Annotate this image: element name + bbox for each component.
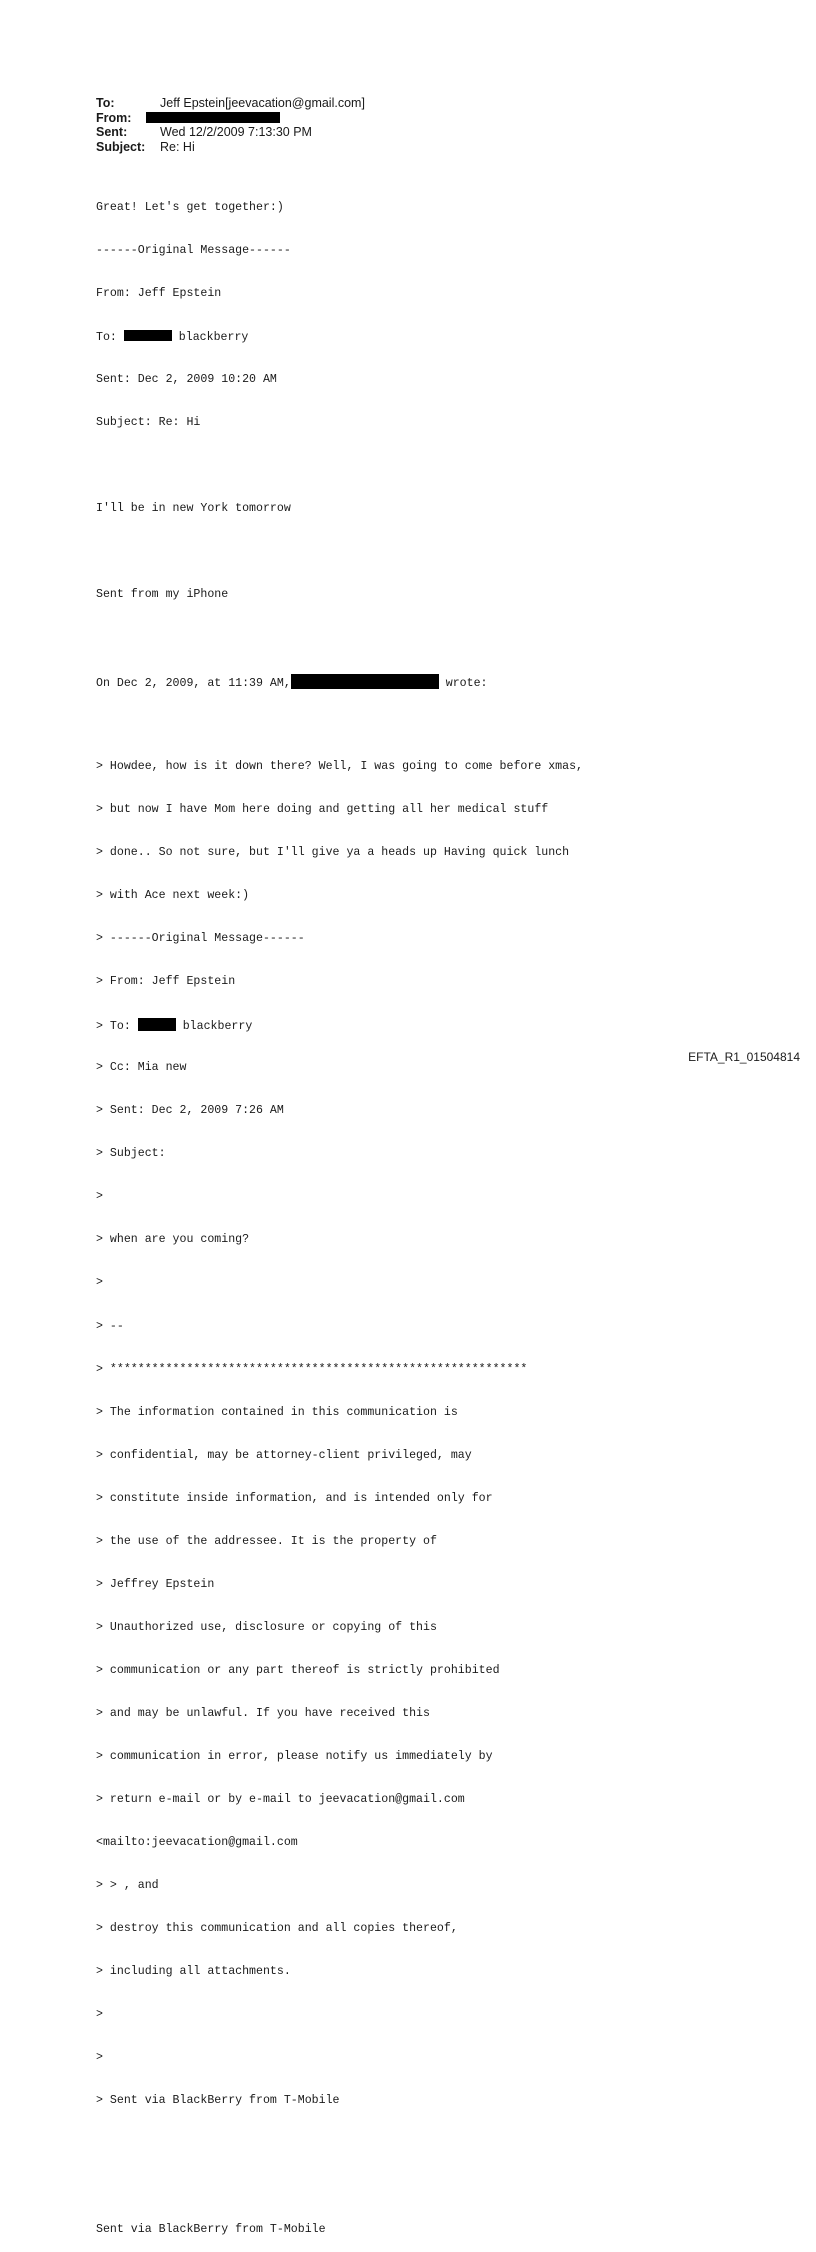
sent-label: Sent: [96, 125, 128, 139]
on-date-wrote-line [96, 674, 583, 691]
quoted-line: > Cc: Mia new [96, 1061, 187, 1075]
quoted-line: > [96, 2008, 103, 2021]
quoted-line: > including all attachments. [96, 1964, 291, 1978]
quoted-line: > communication or any part thereof is strictly prohibited [96, 1663, 500, 1677]
from-redaction [146, 112, 280, 123]
quoted-to-redaction [138, 1018, 176, 1031]
quoted-line: > Unauthorized use, disclosure or copying of this [96, 1620, 437, 1634]
header-from-row [96, 111, 365, 126]
sent-value: Wed 12/2/2009 7:13:30 PM [160, 125, 312, 139]
quoted-line: > [96, 1190, 103, 1204]
quoted-line: > > , and [96, 1878, 159, 1892]
subject-value: Re: Hi [160, 139, 195, 154]
to-value: Jeff Epstein[jeevacation@gmail.com] [160, 96, 365, 110]
header-subject-row [96, 140, 365, 155]
quoted-line: > constitute inside information, and is intended only for [96, 1491, 493, 1505]
quoted-line: > and may be unlawful. If you have received this [96, 1706, 430, 1720]
on-date-prefix: On Dec 2, 2009, at 11:39 AM, [96, 677, 291, 691]
email-header [96, 96, 365, 154]
quoted-line: > ************************************************************ [96, 1362, 528, 1376]
sent-from-iphone: Sent from my iPhone [96, 587, 229, 601]
original-from: From: Jeff Epstein [96, 286, 222, 300]
quoted-line: > Howdee, how is it down there? Well, I was going to come before xmas, [96, 760, 584, 774]
subject-label: Subject: [96, 139, 146, 154]
original-subject: Subject: Re: Hi [96, 415, 201, 429]
quoted-line: > ------Original Message------ [96, 932, 305, 946]
original-to-suffix: blackberry [171, 330, 249, 344]
quoted-to-prefix: > To: [96, 1020, 138, 1034]
quoted-line: > Sent via BlackBerry from T-Mobile [96, 2094, 340, 2108]
from-label: From: [96, 110, 132, 125]
message-new-york: I'll be in new York tomorrow [96, 501, 291, 515]
quoted-line: > with Ace next week:) [96, 889, 250, 903]
header-to-row [96, 96, 365, 111]
quoted-line: > communication in error, please notify us immediately by [96, 1749, 493, 1763]
bates-number: EFTA_R1_01504814 [688, 1050, 800, 1064]
quoted-line: > From: Jeff Epstein [96, 975, 236, 989]
quoted-line: > but now I have Mom here doing and getting all her medical stuff [96, 803, 549, 817]
original-sent: Sent: Dec 2, 2009 10:20 AM [96, 372, 277, 386]
quoted-line: > confidential, may be attorney-client privileged, may [96, 1448, 472, 1462]
reply-line: Great! Let's get together:) [96, 200, 284, 214]
quoted-line: > when are you coming? [96, 1233, 250, 1247]
sender-redaction [291, 674, 439, 689]
header-sent-row [96, 125, 365, 140]
quoted-line: > The information contained in this communication is [96, 1405, 458, 1419]
quoted-to-suffix: blackberry [175, 1020, 253, 1034]
quoted-line: > Jeffrey Epstein [96, 1577, 215, 1591]
to-label: To: [96, 96, 115, 110]
quoted-line: > done.. So not sure, but I'll give ya a heads up Having quick lunch [96, 846, 570, 860]
quoted-line: > -- [96, 1319, 124, 1333]
quoted-line: > [96, 1276, 103, 1290]
original-to [96, 330, 583, 344]
quoted-line: > Sent: Dec 2, 2009 7:26 AM [96, 1104, 284, 1118]
quoted-to-line [96, 1018, 583, 1032]
on-date-suffix: wrote: [438, 677, 488, 691]
quoted-line: > [96, 2051, 103, 2065]
original-to-prefix: To: [96, 330, 124, 344]
original-message-marker: ------Original Message------ [96, 243, 291, 257]
quoted-line: > the use of the addressee. It is the property of [96, 1534, 437, 1548]
signature-line: Sent via BlackBerry from T-Mobile [96, 2223, 326, 2237]
quoted-line: > return e-mail or by e-mail to jeevacation@gmail.com [96, 1792, 465, 1806]
original-to-redaction [124, 330, 172, 341]
quoted-line: > Subject: [96, 1147, 166, 1161]
email-body [96, 172, 583, 2252]
quoted-line: <mailto:jeevacation@gmail.com [96, 1835, 298, 1849]
quoted-line: > destroy this communication and all copies thereof, [96, 1921, 458, 1935]
